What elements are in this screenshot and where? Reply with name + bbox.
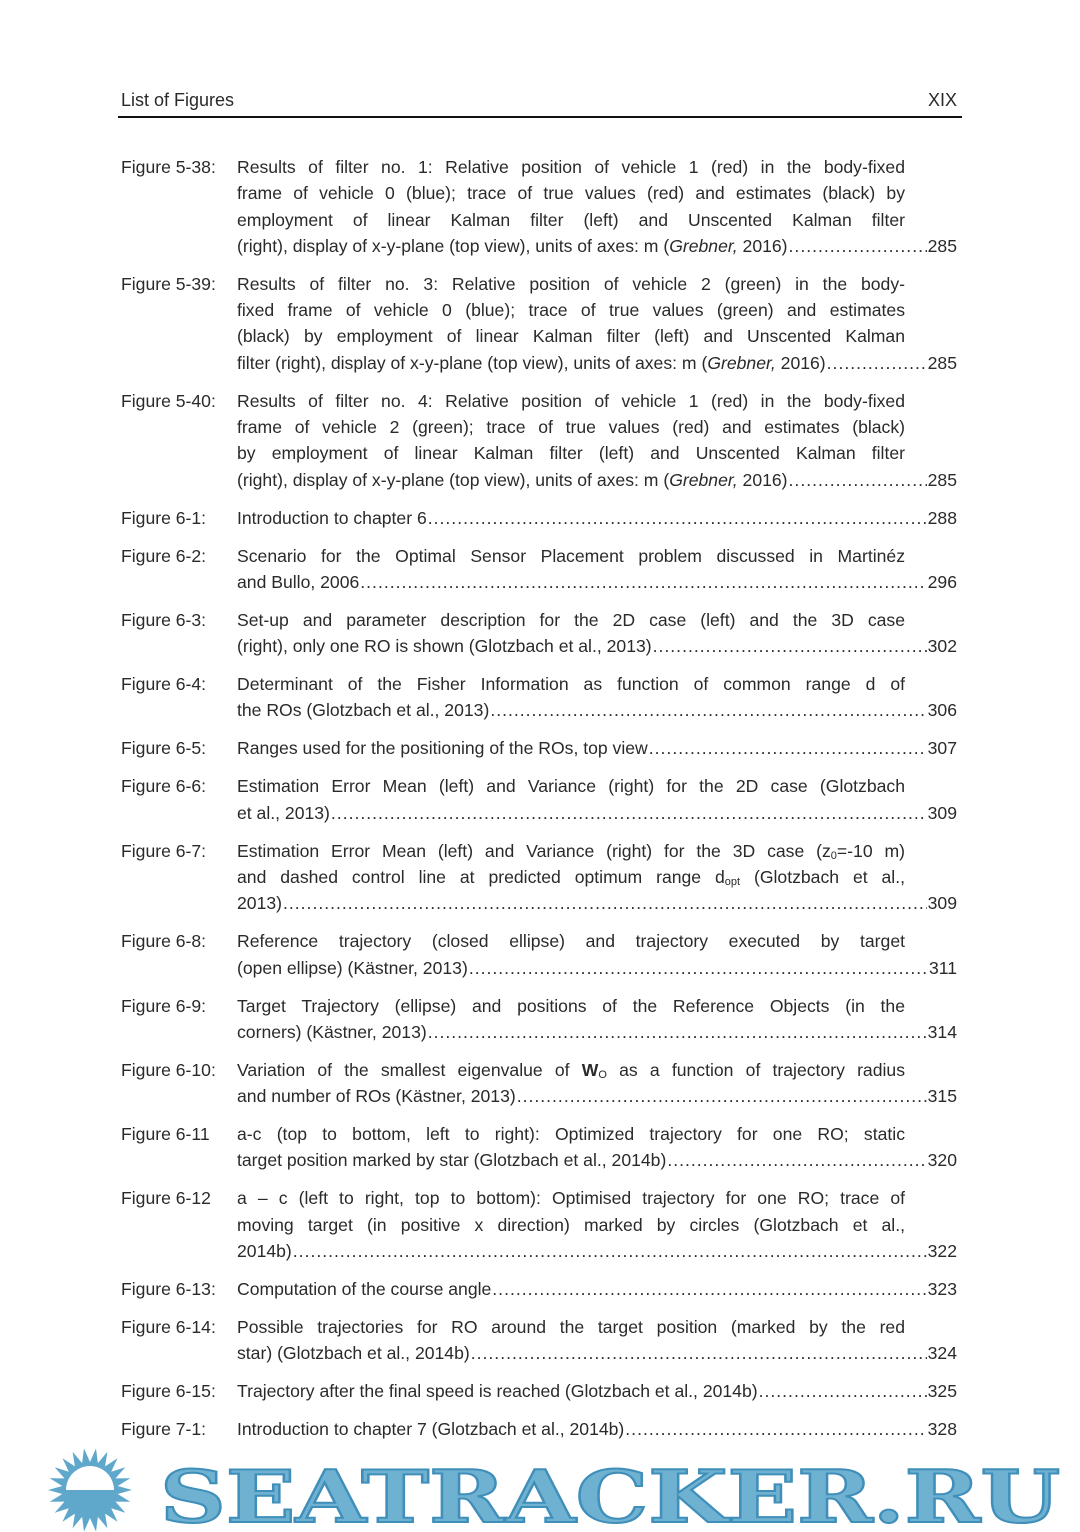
caption-line [237, 180, 905, 206]
figure-caption [237, 1314, 957, 1367]
caption-text: Grebner, [707, 352, 776, 373]
figure-label: Figure 6-1: [121, 507, 207, 528]
caption-line [237, 1314, 905, 1340]
caption-text: frame of vehicle 2 (green); trace of true values (red) and estimates (black) [237, 417, 905, 438]
figure-entry [121, 1121, 957, 1174]
caption-text: by employment of linear Kalman filter (left) and Unscented Kalman filter [237, 443, 905, 464]
page-number: 288 [927, 507, 957, 528]
sun-icon [48, 1448, 132, 1531]
figure-label: Figure 5-40: [121, 390, 216, 411]
dot-leader [789, 233, 927, 259]
page-number: 315 [927, 1086, 957, 1107]
caption-text: and dashed control line at predicted optimum range d [237, 867, 725, 888]
caption-text: Computation of the course angle [237, 1279, 492, 1299]
figure-caption [237, 1378, 957, 1404]
page-number: 309 [927, 893, 957, 914]
caption-line [237, 1238, 957, 1264]
figure-entry [121, 838, 957, 917]
caption-line [237, 607, 905, 633]
caption-text: frame of vehicle 0 (blue); trace of true values (red) and estimates (black) by [237, 183, 905, 204]
dot-leader [492, 1276, 926, 1302]
caption-line [237, 388, 905, 414]
dot-leader [360, 569, 926, 595]
caption-line [237, 1147, 957, 1173]
caption-text: Introduction to chapter 7 (Glotzbach et al., 2014b) [237, 1419, 625, 1440]
caption-text: (right), only one RO is shown (Glotzbach et al., 2013) [237, 636, 652, 657]
caption-text: as a function of trajectory radius [606, 1059, 905, 1080]
caption-text: (Glotzbach et al., [740, 867, 905, 888]
figure-caption [237, 154, 957, 259]
figure-entry [121, 154, 957, 259]
caption-text: a – c (left to right, top to bottom): Optimised trajectory for one RO; trace of [237, 1188, 905, 1209]
caption-text: Grebner, [669, 469, 738, 490]
caption-text: Introduction to chapter 6 [237, 507, 427, 528]
figure-label: Figure 6-10: [121, 1059, 216, 1080]
dot-leader [827, 350, 927, 376]
caption-text: et al., 2013) [237, 802, 330, 823]
caption-line [237, 1212, 905, 1238]
header-rule [118, 116, 962, 118]
figure-caption [237, 271, 957, 376]
caption-text: Set-up and parameter description for the 2D case (left) and the 3D case [237, 609, 905, 630]
caption-line [237, 467, 957, 493]
figure-label: Figure 5-39: [121, 273, 216, 294]
dot-leader [428, 1019, 927, 1045]
caption-text: 2016) [737, 235, 788, 256]
figure-label: Figure 6-3: [121, 609, 207, 630]
figure-entry [121, 1185, 957, 1264]
figure-caption [237, 671, 957, 724]
page-number: 306 [927, 700, 957, 721]
caption-line [237, 955, 957, 981]
figure-caption [237, 928, 957, 981]
figure-entry [121, 607, 957, 660]
header-page-number: XIX [927, 90, 957, 110]
caption-line [237, 154, 905, 180]
page-number: 309 [927, 802, 957, 823]
figure-label: Figure 5-38: [121, 157, 216, 177]
caption-line [237, 1416, 957, 1442]
caption-text: Ranges used for the positioning of the ROs, top view [237, 738, 648, 759]
dot-leader [653, 633, 927, 659]
figure-entry [121, 1314, 957, 1367]
figure-caption [237, 735, 957, 761]
caption-text: Possible trajectories for RO around the target position (marked by the red [237, 1316, 905, 1337]
page-number: 285 [927, 469, 957, 490]
caption-text: W [581, 1059, 599, 1080]
caption-line [237, 735, 957, 761]
page-number: 296 [927, 571, 957, 592]
page-number: 323 [927, 1279, 957, 1299]
caption-text: Trajectory after the final speed is reached (Glotzbach et al., 2014b) [237, 1381, 758, 1402]
caption-line [237, 928, 905, 954]
caption-line [237, 993, 905, 1019]
figure-label: Figure 6-7: [121, 840, 207, 861]
figure-entry [121, 735, 957, 761]
caption-line [237, 838, 905, 864]
caption-text: (right), display of x-y-plane (top view), units of axes: m ( [237, 235, 670, 256]
caption-line [237, 1057, 905, 1083]
figure-caption [237, 838, 957, 917]
figure-entry [121, 1378, 957, 1404]
figure-entry [121, 1276, 957, 1302]
dot-leader [667, 1147, 926, 1173]
page-number: 285 [927, 235, 957, 256]
caption-line [237, 207, 905, 233]
caption-line [237, 297, 905, 323]
caption-line [237, 1185, 905, 1211]
caption-text: employment of linear Kalman filter (left) and Unscented Kalman filter [237, 209, 905, 230]
caption-text: Scenario for the Optimal Sensor Placement problem discussed in Martinéz [237, 545, 905, 566]
figure-caption [237, 773, 957, 826]
caption-text: 2016) [737, 469, 788, 490]
figure-entry [121, 993, 957, 1046]
caption-text: Reference trajectory (closed ellipse) and trajectory executed by target [237, 931, 905, 952]
caption-line [237, 543, 905, 569]
figure-label: Figure 7-1: [121, 1419, 207, 1440]
dot-leader [293, 1238, 927, 1264]
caption-line [237, 633, 957, 659]
figure-caption [237, 1416, 957, 1442]
caption-line [237, 800, 957, 826]
page-number: 285 [927, 352, 957, 373]
list-of-figures [121, 154, 957, 1454]
figure-caption [237, 1121, 957, 1174]
caption-line [237, 671, 905, 697]
caption-line [237, 350, 957, 376]
page-number: 302 [927, 636, 957, 657]
caption-text: Results of filter no. 4: Relative position of vehicle 1 (red) in the body-fixed [237, 390, 905, 411]
caption-line [237, 773, 905, 799]
figure-entry [121, 388, 957, 493]
dot-leader [517, 1083, 927, 1109]
page-number: 307 [927, 738, 957, 759]
dot-leader [789, 467, 927, 493]
watermark-text: SEATRACKER.RU [160, 1454, 1060, 1532]
caption-line [237, 1083, 957, 1109]
dot-leader [331, 800, 927, 826]
page-number: 328 [927, 1419, 957, 1440]
figure-label: Figure 6-13: [121, 1279, 216, 1299]
caption-text: 2013) [237, 893, 282, 914]
figure-label: Figure 6-8: [121, 931, 207, 952]
figure-caption [237, 543, 957, 596]
page-number: 320 [927, 1150, 957, 1171]
caption-text: Grebner, [669, 235, 738, 256]
figure-label: Figure 6-14: [121, 1316, 216, 1337]
caption-text: a-c (top to bottom, left to right): Optimized trajectory for one RO; static [237, 1124, 905, 1145]
figure-caption [237, 607, 957, 660]
figure-label: Figure 6-4: [121, 674, 207, 695]
caption-text: moving target (in positive x direction) marked by circles (Glotzbach et al., [237, 1214, 905, 1235]
figure-caption [237, 993, 957, 1046]
figure-label: Figure 6-5: [121, 738, 207, 759]
caption-text: and Bullo, 2006 [237, 571, 360, 592]
figure-caption [237, 1276, 957, 1302]
caption-line [237, 505, 957, 531]
figure-label: Figure 6-15: [121, 1381, 216, 1402]
caption-text: Results of filter no. 3: Relative position of vehicle 2 (green) in the body- [237, 273, 905, 294]
page-number: 311 [928, 957, 957, 978]
caption-text: fixed frame of vehicle 0 (blue); trace of true values (green) and estimates [237, 300, 905, 321]
dot-leader [759, 1378, 927, 1404]
dot-leader [649, 735, 927, 761]
caption-line [237, 864, 905, 890]
caption-line [237, 1121, 905, 1147]
caption-line [237, 440, 905, 466]
figure-label: Figure 6-9: [121, 995, 207, 1016]
caption-line [237, 323, 905, 349]
header-title: List of Figures [121, 90, 235, 110]
figure-entry [121, 1416, 957, 1442]
caption-line [237, 697, 957, 723]
dot-leader [625, 1416, 926, 1442]
figure-label: Figure 6-12 [121, 1188, 211, 1209]
caption-text: Estimation Error Mean (left) and Variance (right) for the 3D case (z [237, 840, 831, 861]
caption-line [237, 1340, 957, 1366]
caption-text: target position marked by star (Glotzbach et al., 2014b) [237, 1150, 667, 1171]
caption-text: Determinant of the Fisher Information as function of common range d of [237, 674, 905, 695]
caption-text: 2014b) [237, 1241, 292, 1262]
caption-text: and number of ROs (Kästner, 2013) [237, 1086, 516, 1107]
caption-text: 2016) [775, 352, 826, 373]
caption-line [237, 1019, 957, 1045]
caption-text: Estimation Error Mean (left) and Variance (right) for the 2D case (Glotzbach [237, 776, 905, 797]
dot-leader [490, 697, 926, 723]
caption-text: Results of filter no. 1: Relative position of vehicle 1 (red) in the body-fixed [237, 157, 905, 177]
figure-entry [121, 773, 957, 826]
page-number: 325 [927, 1381, 957, 1402]
figure-entry [121, 505, 957, 531]
caption-text: corners) (Kästner, 2013) [237, 1021, 427, 1042]
caption-text: (open ellipse) (Kästner, 2013) [237, 957, 468, 978]
caption-line [237, 271, 905, 297]
caption-line [237, 1276, 957, 1302]
watermark-logo [0, 1442, 1080, 1532]
caption-text: Target Trajectory (ellipse) and positions of the Reference Objects (in the [237, 995, 905, 1016]
figure-entry [121, 271, 957, 376]
page-number: 314 [927, 1021, 957, 1042]
figure-caption [237, 1057, 957, 1110]
dot-leader [428, 505, 927, 531]
figure-caption [237, 1185, 957, 1264]
caption-text: filter (right), display of x-y-plane (top view), units of axes: m ( [237, 352, 708, 373]
dot-leader [469, 955, 928, 981]
figure-entry [121, 928, 957, 981]
figure-label: Figure 6-6: [121, 776, 207, 797]
caption-line [237, 414, 905, 440]
caption-line [237, 890, 957, 916]
page-number: 322 [927, 1241, 957, 1262]
figure-entry [121, 671, 957, 724]
caption-text: =-10 m) [836, 840, 905, 861]
dot-leader [471, 1340, 927, 1366]
figure-label: Figure 6-11 [121, 1124, 210, 1145]
running-header [121, 90, 957, 114]
figure-entry [121, 543, 957, 596]
caption-text: star) (Glotzbach et al., 2014b) [237, 1343, 470, 1364]
caption-text: (right), display of x-y-plane (top view), units of axes: m ( [237, 469, 670, 490]
caption-text: the ROs (Glotzbach et al., 2013) [237, 700, 490, 721]
figure-caption [237, 388, 957, 493]
caption-line [237, 233, 957, 259]
caption-text: 0 [830, 849, 837, 862]
caption-text: opt [724, 876, 741, 889]
caption-line [237, 1378, 957, 1404]
caption-line [237, 569, 957, 595]
figure-label: Figure 6-2: [121, 545, 207, 566]
caption-text: O [598, 1068, 607, 1081]
figure-caption [237, 505, 957, 531]
figure-entry [121, 1057, 957, 1110]
caption-text: (black) by employment of linear Kalman filter (left) and Unscented Kalman [237, 326, 905, 347]
caption-text: Variation of the smallest eigenvalue of [237, 1059, 582, 1080]
page-number: 324 [927, 1343, 957, 1364]
dot-leader [283, 890, 927, 916]
